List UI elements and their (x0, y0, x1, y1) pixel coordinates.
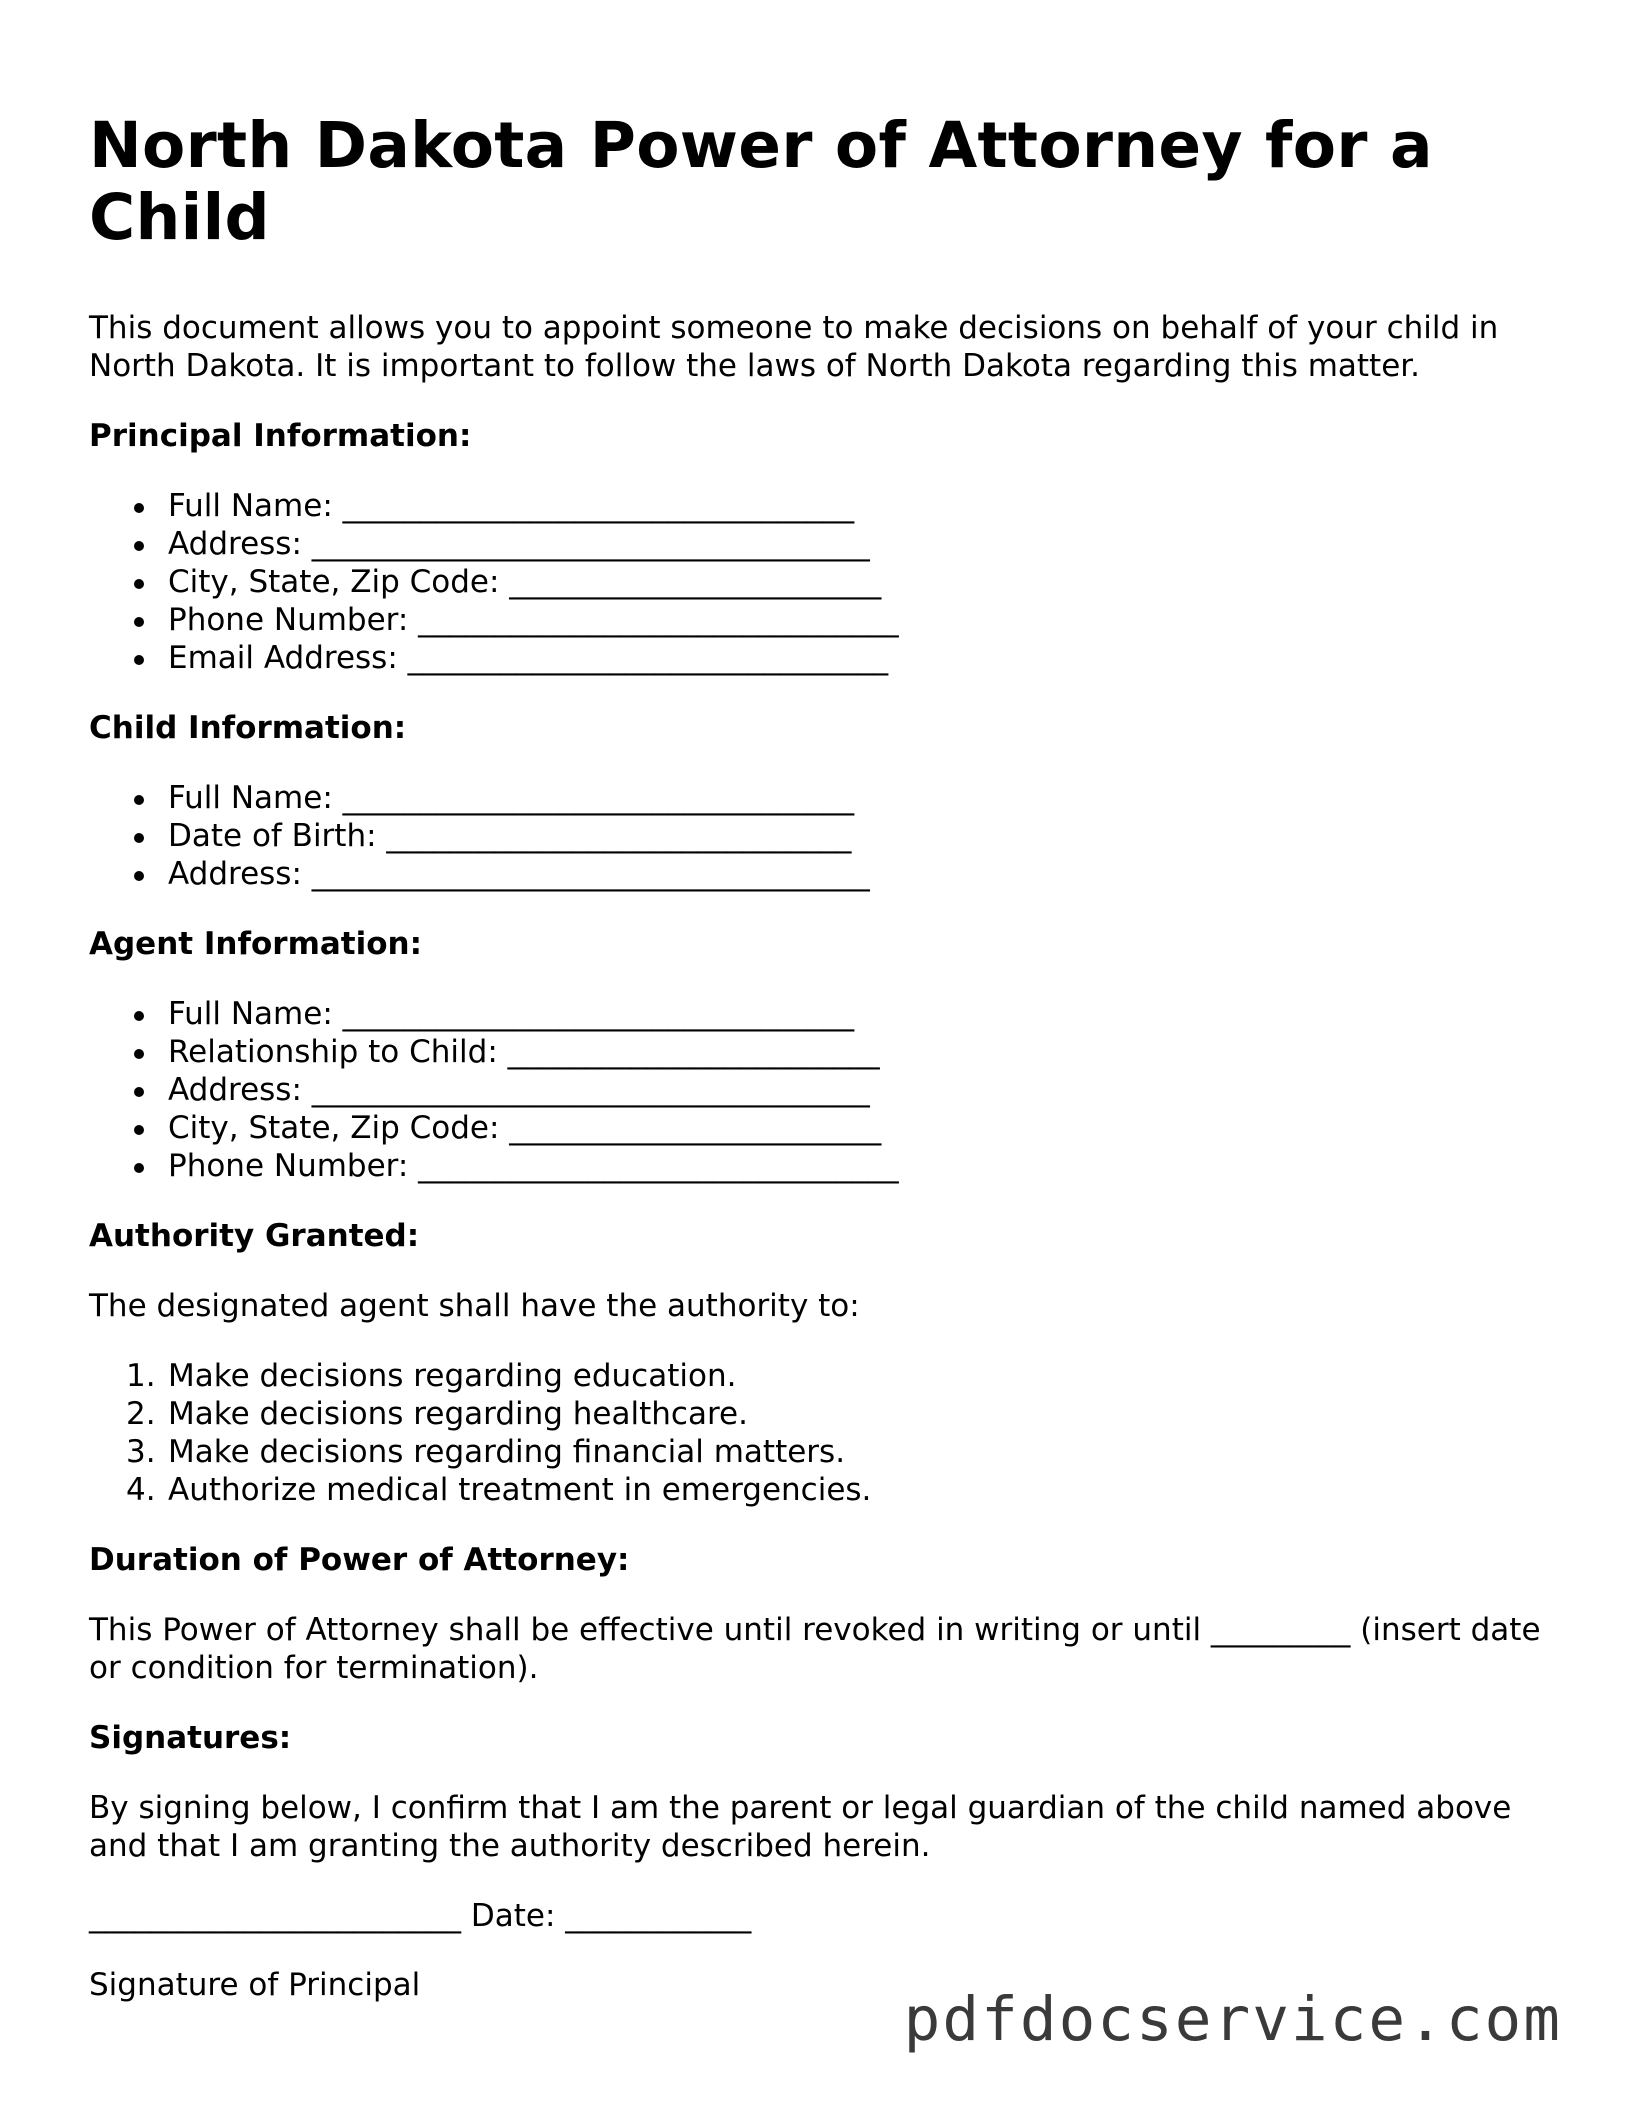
principal-full-name-field: Full Name: _________________________________ (89, 487, 1549, 525)
authority-item-text: Make decisions regarding education. (168, 1358, 737, 1394)
authority-item (89, 1471, 1549, 1509)
agent-phone-field: Phone Number: _______________________________ (89, 1147, 1549, 1185)
authority-list (89, 1357, 1549, 1509)
signatures-paragraph: By signing below, I confirm that I am the parent or legal guardian of the child named above and that I am granting the authority described herein. (89, 1790, 1512, 1864)
document-content (89, 110, 1549, 2004)
authority-heading: Authority Granted: (89, 1218, 420, 1254)
authority-lead: The designated agent shall have the authority to: (89, 1288, 860, 1324)
signatures-heading: Signatures: (89, 1720, 292, 1756)
signature-date-line: ________________________ Date: ____________ (89, 1898, 752, 1934)
duration-heading: Duration of Power of Attorney: (89, 1542, 630, 1578)
agent-address-field: Address: ____________________________________ (89, 1071, 1549, 1109)
principal-phone-field: Phone Number: _______________________________ (89, 601, 1549, 639)
child-date-of-birth-field: Date of Birth: ______________________________ (89, 817, 1549, 855)
agent-full-name-field: Full Name: _________________________________ (89, 995, 1549, 1033)
authority-item-text: Authorize medical treatment in emergencies. (168, 1472, 872, 1508)
authority-item (89, 1395, 1549, 1433)
agent-relationship-field: Relationship to Child: ________________________ (89, 1033, 1549, 1071)
signature-label: Signature of Principal (89, 1967, 421, 2003)
authority-item-text: Make decisions regarding financial matters. (168, 1434, 846, 1470)
agent-heading: Agent Information: (89, 926, 422, 962)
principal-city-state-zip-field: City, State, Zip Code: ________________________ (89, 563, 1549, 601)
document-title: North Dakota Power of Attorney for a Child (89, 109, 1433, 254)
child-address-field: Address: ____________________________________ (89, 855, 1549, 893)
child-list (89, 779, 1549, 893)
authority-item (89, 1433, 1549, 1471)
watermark: pdfdocservice.com (903, 1984, 1562, 2055)
agent-list (89, 995, 1549, 1185)
authority-item-text: Make decisions regarding healthcare. (168, 1396, 748, 1432)
authority-item (89, 1357, 1549, 1395)
child-full-name-field: Full Name: _________________________________ (89, 779, 1549, 817)
principal-email-field: Email Address: _______________________________ (89, 639, 1549, 677)
principal-list (89, 487, 1549, 677)
agent-city-state-zip-field: City, State, Zip Code: ________________________ (89, 1109, 1549, 1147)
duration-paragraph: This Power of Attorney shall be effective until revoked in writing or until _________ (insert date or condition for termination). (89, 1612, 1541, 1686)
principal-address-field: Address: ____________________________________ (89, 525, 1549, 563)
authority-item-number: 2. (126, 1396, 156, 1432)
principal-heading: Principal Information: (89, 418, 472, 454)
authority-item-number: 4. (126, 1472, 156, 1508)
authority-item-number: 3. (126, 1434, 156, 1470)
child-heading: Child Information: (89, 710, 407, 746)
authority-item-number: 1. (126, 1358, 156, 1394)
intro-paragraph: This document allows you to appoint someone to make decisions on behalf of your child in North Dakota. It is important to follow the laws of North Dakota regarding this matter. (89, 310, 1499, 384)
